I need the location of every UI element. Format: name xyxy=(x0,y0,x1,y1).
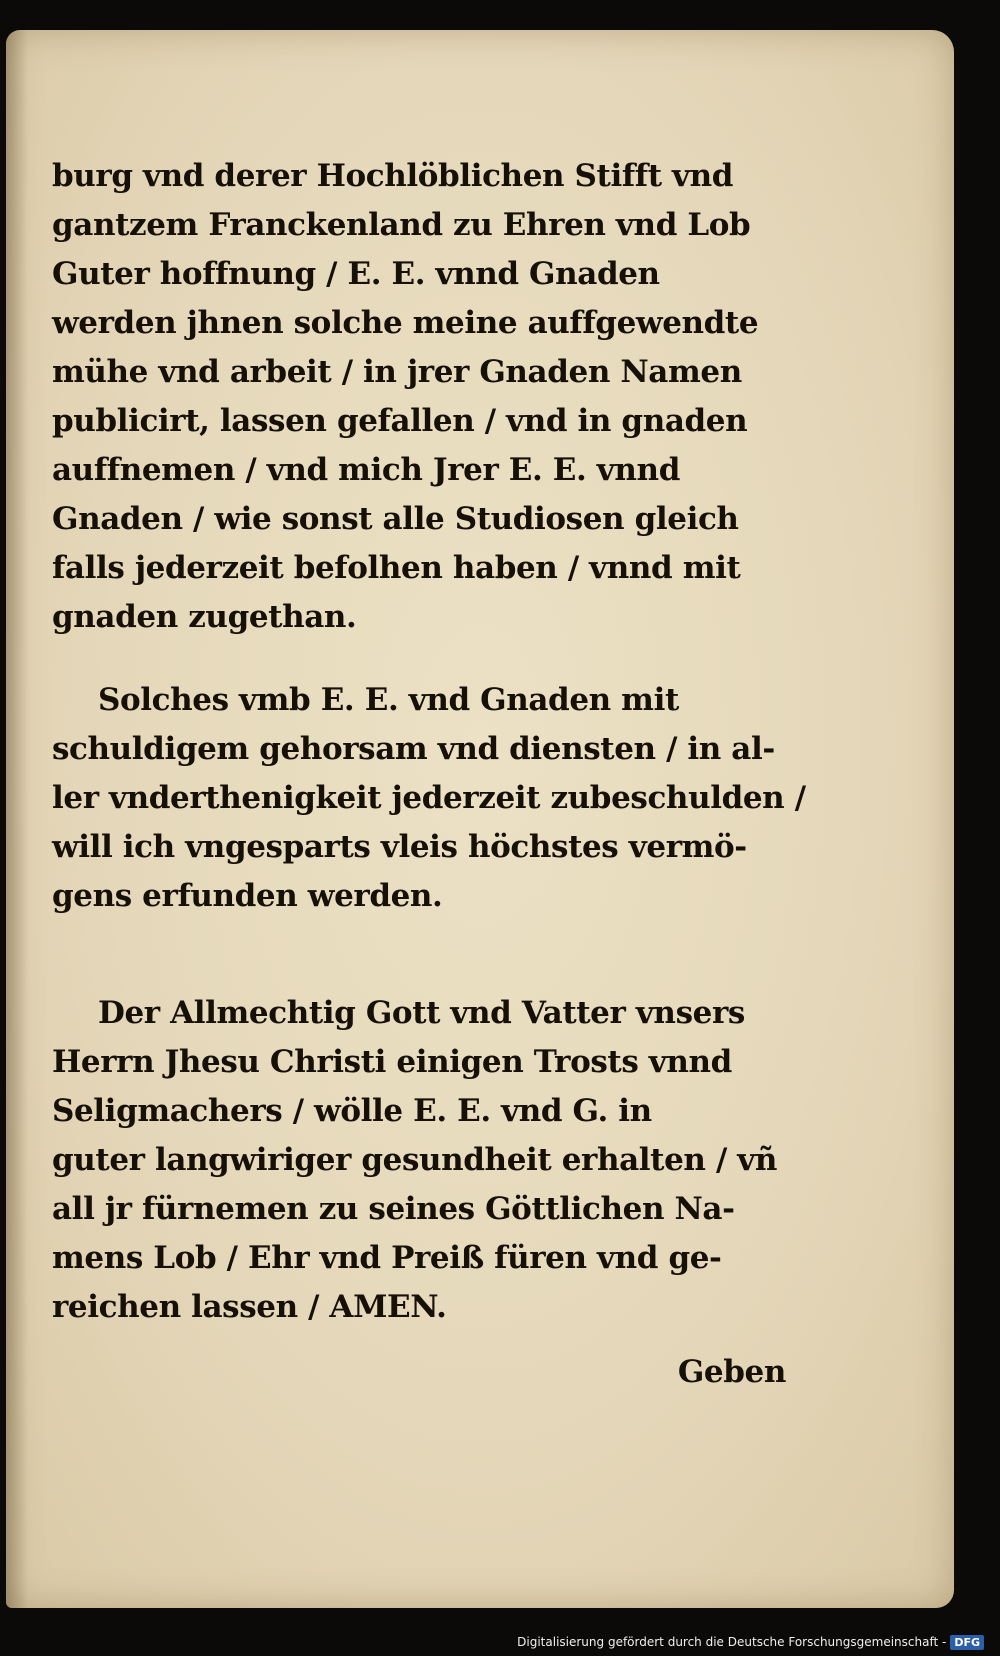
text-line: burg vnd derer Hochlöblichen Stifft vnd xyxy=(52,158,734,194)
text-line: mens Lob / Ehr vnd Preiß füren vnd ge- xyxy=(52,1240,722,1276)
text-line: ler vnderthenigkeit jederzeit zubeschulden / xyxy=(52,780,806,816)
text-line: Guter hoffnung / E. E. vnnd Gnaden xyxy=(52,256,660,292)
text-line: gnaden zugethan. xyxy=(52,599,357,635)
text-line: publicirt, lassen gefallen / vnd in gnaden xyxy=(52,403,748,439)
text-line: Der Allmechtig Gott vnd Vatter vnsers xyxy=(98,995,745,1031)
page-text xyxy=(52,152,806,1397)
text-line: gens erfunden werden. xyxy=(52,878,443,914)
paragraph-2 xyxy=(52,676,806,921)
dfg-logo-badge: DFG xyxy=(950,1635,984,1650)
paragraph-1 xyxy=(52,152,792,642)
catchword: Geben xyxy=(677,1354,786,1390)
text-line: gantzem Franckenland zu Ehren vnd Lob xyxy=(52,207,751,243)
text-line: will ich vngesparts vleis höchstes vermö- xyxy=(52,829,747,865)
digitization-credit xyxy=(517,1632,984,1652)
text-line: reichen lassen / AMEN. xyxy=(52,1289,447,1325)
paragraph-3 xyxy=(52,989,792,1332)
text-line: Herrn Jhesu Christi einigen Trosts vnnd xyxy=(52,1044,732,1080)
book-page xyxy=(6,30,954,1608)
text-line: guter langwiriger gesundheit erhalten / vñ xyxy=(52,1142,778,1178)
text-line: mühe vnd arbeit / in jrer Gnaden Namen xyxy=(52,354,742,390)
text-line: werden jhnen solche meine auffgewendte xyxy=(52,305,759,341)
text-line: auffnemen / vnd mich Jrer E. E. vnnd xyxy=(52,452,680,488)
text-line: Gnaden / wie sonst alle Studiosen gleich xyxy=(52,501,739,537)
text-line: Seligmachers / wölle E. E. vnd G. in xyxy=(52,1093,652,1129)
text-line: falls jederzeit befolhen haben / vnnd mit xyxy=(52,550,741,586)
text-line: all jr fürnemen zu seines Göttlichen Na- xyxy=(52,1191,735,1227)
text-line: schuldigem gehorsam vnd diensten / in al- xyxy=(52,731,775,767)
credit-text: Digitalisierung gefördert durch die Deutsche Forschungsgemeinschaft - xyxy=(517,1635,947,1649)
text-line: Solches vmb E. E. vnd Gnaden mit xyxy=(98,682,679,718)
